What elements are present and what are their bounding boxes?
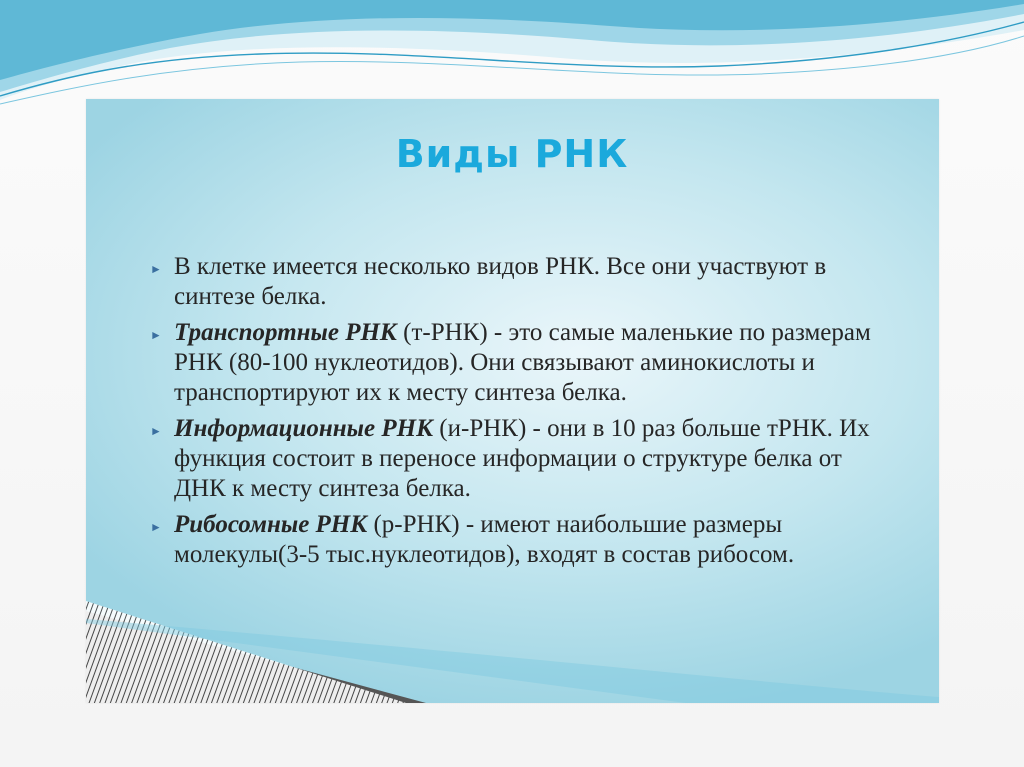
bullet-term: Рибосомные РНК	[174, 511, 368, 538]
triangle-right-icon: ►	[150, 328, 162, 342]
corner-decoration	[86, 593, 939, 703]
bullet-item-trna	[148, 318, 888, 408]
triangle-right-icon: ►	[150, 262, 162, 276]
bullet-text: (и-РНК) - они в 10 раз больше тРНК. Их функция состоит в переносе информации о структуре белка от ДНК к месту синтеза белка.	[174, 415, 870, 502]
bullet-item-rrna	[148, 510, 888, 570]
bullet-text: (т-РНК) - это самые маленькие по размерам РНК (80-100 нуклеотидов). Они связывают аминокислоты и транспортируют их к месту синтеза белка.	[174, 319, 871, 406]
bullet-item-mrna	[148, 414, 888, 504]
bullet-term: Транспортные РНК	[174, 319, 397, 346]
bullet-text: (р-РНК) - имеют наибольшие размеры молекулы(3-5 тыс.нуклеотидов), входят в состав рибосом.	[174, 511, 795, 568]
triangle-right-icon: ►	[150, 424, 162, 438]
triangle-right-icon: ►	[150, 520, 162, 534]
bullet-term: Информационные РНК	[174, 415, 434, 442]
bullet-item-intro	[148, 252, 888, 312]
slide-title: Виды РНК	[395, 132, 629, 176]
bullet-text: В клетке имеется несколько видов РНК. Все они участвуют в синтезе белка.	[174, 253, 827, 310]
bullet-list	[148, 252, 888, 576]
